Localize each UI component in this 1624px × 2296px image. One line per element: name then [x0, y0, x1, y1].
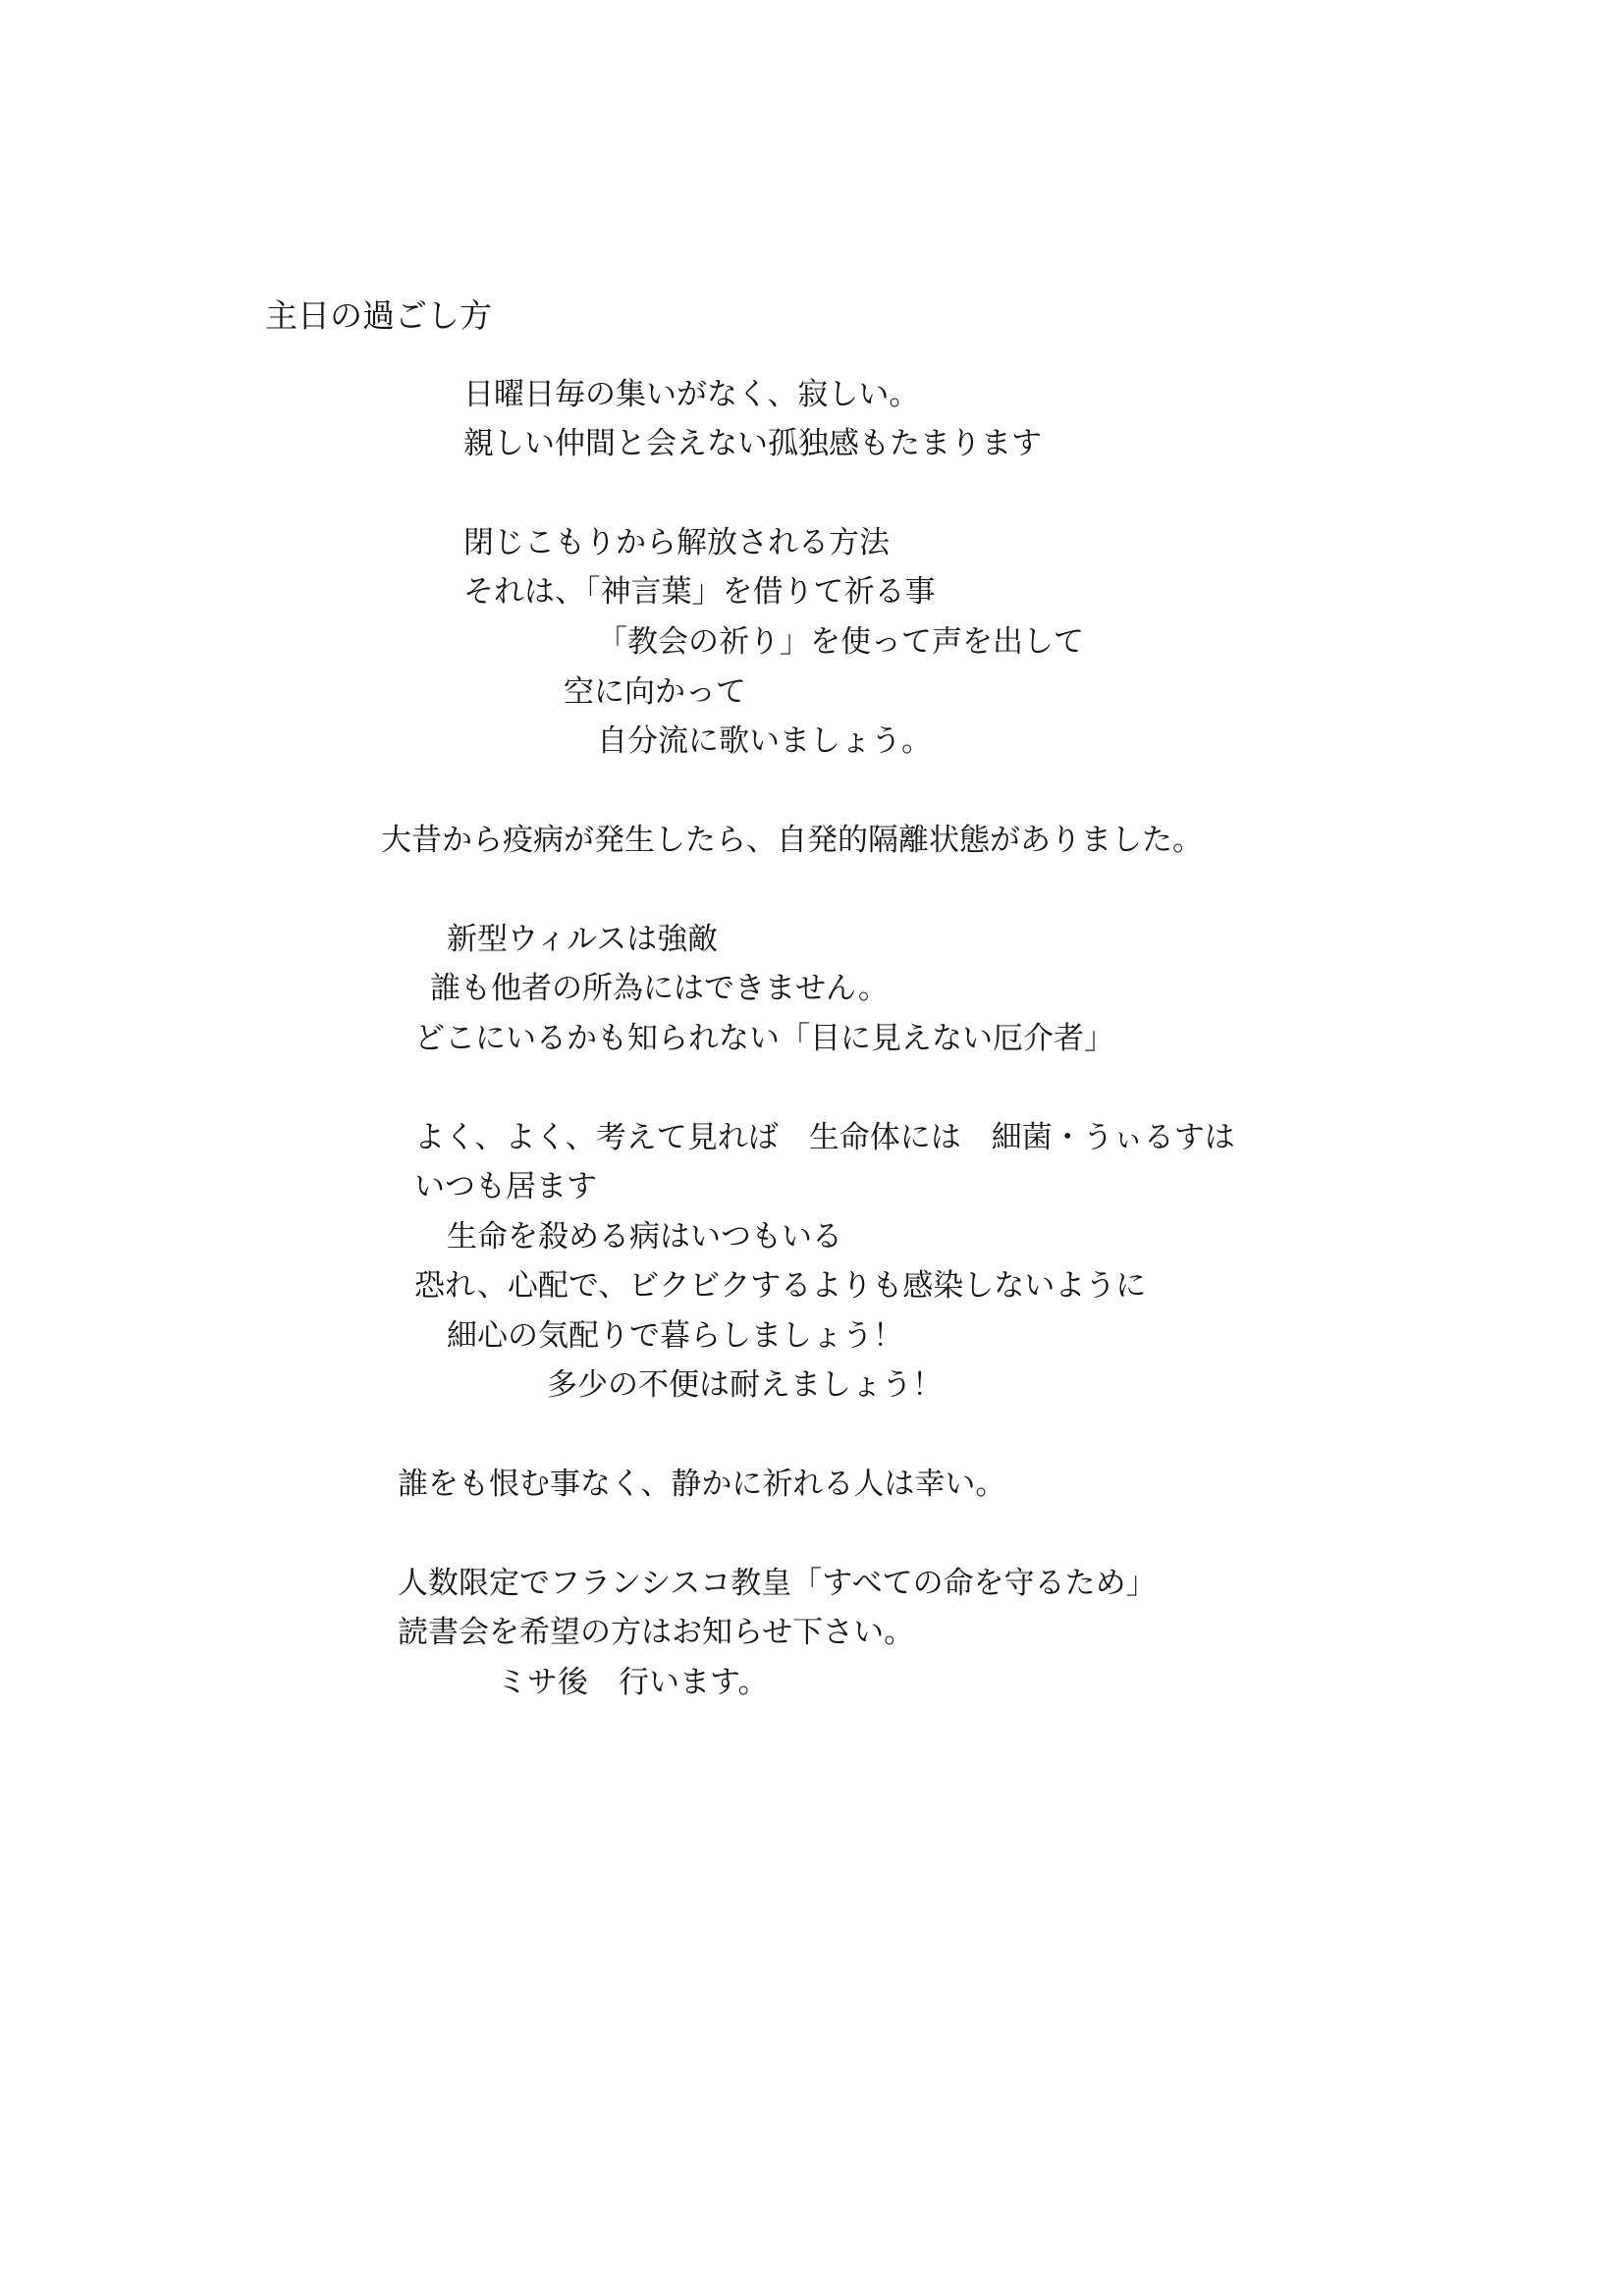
- text-line: いつも居ます: [414, 1169, 597, 1204]
- text-line: 細心の気配りで暮らしましょう！: [447, 1318, 903, 1354]
- text-line: 誰も他者の所為にはできません。: [430, 971, 889, 1006]
- text-line: 誰をも恨む事なく、静かに祈れる人は幸い。: [398, 1467, 1006, 1502]
- text-line: 生命を殺める病はいつもいる: [447, 1219, 842, 1255]
- text-line: 空に向かって: [564, 674, 746, 710]
- text-line: 多少の不便は耐えましょう！: [547, 1367, 943, 1403]
- text-line: ミサ後 行います。: [497, 1665, 769, 1700]
- text-line: 読書会を希望の方はお知らせ下さい。: [398, 1615, 915, 1650]
- page-title: 主日の過ごし方: [265, 296, 492, 335]
- text-line: よく、よく、考えて見れば 生命体には 細菌・うぃるすは: [414, 1120, 1235, 1155]
- text-line: それは、「神言葉」を借りて祈る事: [463, 574, 936, 610]
- text-line: どこにいるかも知られない「目に見えない厄介者」: [414, 1021, 1114, 1056]
- text-line: 自分流に歌いましょう。: [597, 723, 932, 759]
- text-line: 大昔から疫病が発生したら、自発的隔離状態がありました。: [381, 823, 1203, 858]
- text-line: 恐れ、心配で、ビクビクするよりも感染しないように: [414, 1268, 1147, 1304]
- text-line: 新型ウィルスは強敵: [447, 922, 719, 957]
- text-line: 日曜日毎の集いがなく、寂しい。: [463, 377, 920, 412]
- text-line: 閉じこもりから解放される方法: [463, 525, 890, 561]
- text-line: 「教会の祈り」を使って声を出して: [597, 624, 1084, 660]
- text-line: 人数限定でフランシスコ教皇「すべての命を守るため」: [398, 1566, 1157, 1601]
- text-line: 親しい仲間と会えない孤独感もたまります: [463, 426, 1042, 461]
